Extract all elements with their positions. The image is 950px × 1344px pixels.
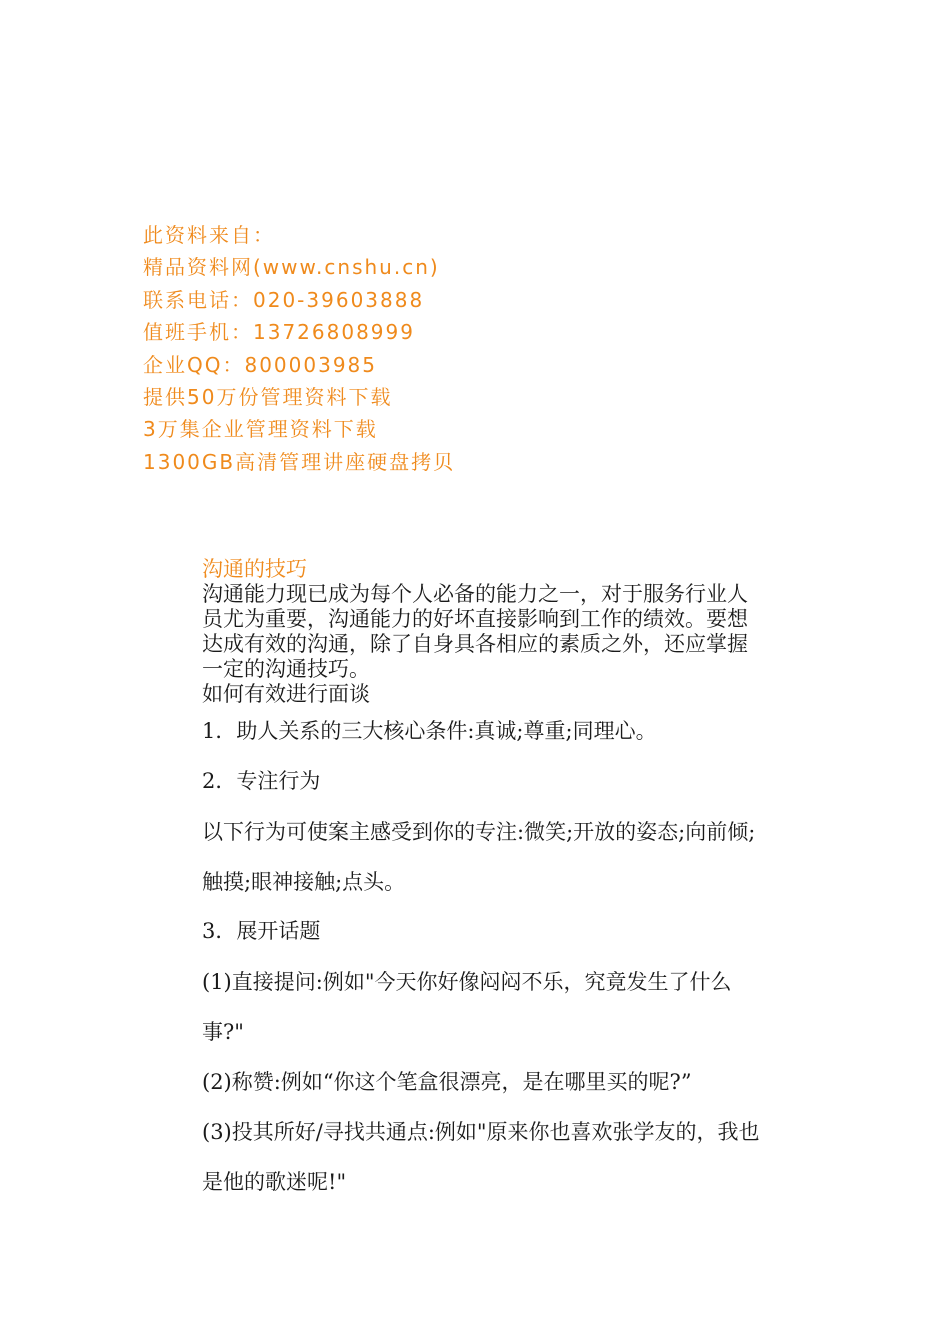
list-item: 2．专注行为	[202, 769, 321, 793]
list-item-body: (1)直接提问:例如"今天你好像闷闷不乐，究竟发生了什么事?"	[202, 970, 732, 1044]
article-title: 沟通的技巧	[202, 557, 307, 581]
tips-list	[202, 719, 762, 1207]
source-phone-line: 联系电话：020-39603888	[143, 287, 425, 312]
article	[202, 557, 762, 1207]
source-qq-line: 企业QQ：800003985	[143, 352, 378, 377]
source-offer-line: 1300GB高清管理讲座硬盘拷贝	[143, 449, 456, 474]
list-item: 3．展开话题	[202, 919, 321, 943]
section-heading: 如何有效进行面谈	[202, 682, 370, 706]
list-item-body: 以下行为可使案主感受到你的专注:微笑;开放的姿态;向前倾;触摸;眼神接触;点头。	[202, 820, 756, 894]
list-item-body: (2)称赞:例如“你这个笔盒很漂亮，是在哪里买的呢?”	[202, 1070, 692, 1094]
source-website-line: 精品资料网(www.cnshu.cn)	[143, 255, 440, 280]
source-offer-line: 提供50万份管理资料下载	[143, 384, 393, 409]
list-item-body: (3)投其所好/寻找共通点:例如"原来你也喜欢张学友的，我也是他的歌迷呢!"	[202, 1120, 760, 1194]
source-info-block	[143, 219, 455, 478]
intro-paragraph: 沟通能力现已成为每个人必备的能力之一，对于服务行业人员尤为重要，沟通能力的好坏直接影响到工作的绩效。要想达成有效的沟通，除了自身具各相应的素质之外，还应掌握一定的沟通技巧。	[202, 582, 748, 681]
source-offer-line: 3万集企业管理资料下载	[143, 417, 378, 442]
list-item: 1．助人关系的三大核心条件:真诚;尊重;同理心。	[202, 719, 657, 743]
source-line: 此资料来自：	[143, 223, 275, 247]
source-mobile-line: 值班手机：13726808999	[143, 320, 415, 345]
